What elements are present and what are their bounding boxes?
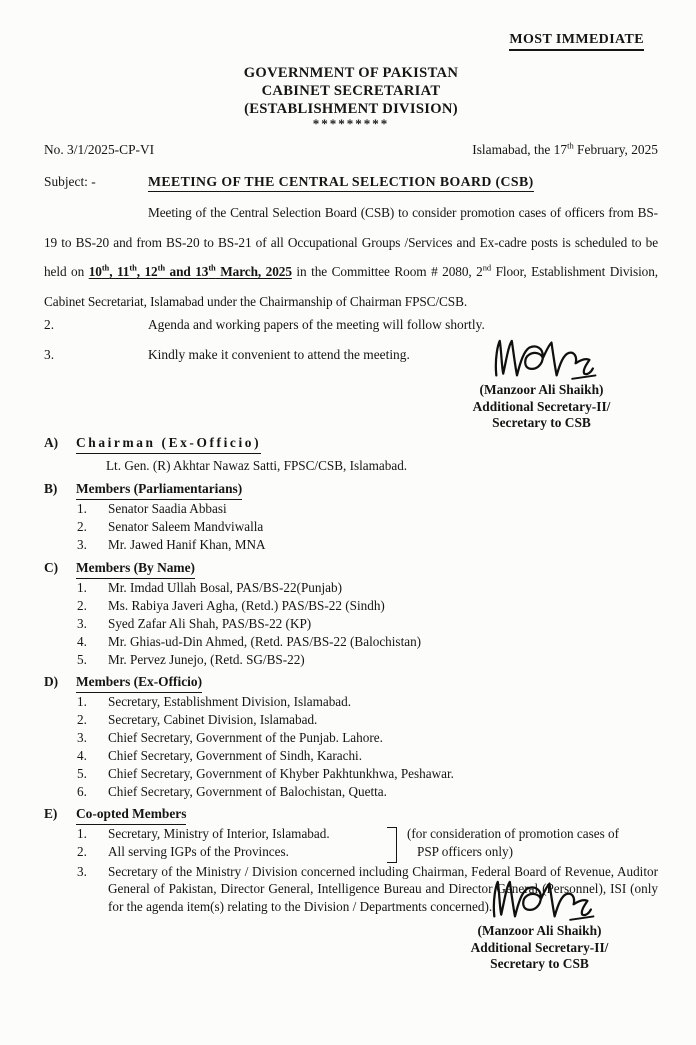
item-text: Mr. Jawed Hanif Khan, MNA — [108, 536, 266, 552]
list-item — [77, 615, 658, 633]
item-number: 2. — [77, 518, 87, 534]
list-item — [77, 765, 658, 783]
section-title: Co-opted Members — [76, 805, 186, 825]
list-item — [77, 633, 658, 651]
section-title: Chairman (Ex-Officio) — [76, 434, 261, 454]
letterhead-line-3: (ESTABLISHMENT DIVISION) — [244, 101, 458, 117]
section-letter: A) — [44, 434, 59, 450]
paragraph-segment: in the Committee Room # 2080, 2 — [291, 264, 483, 279]
item-text: Chief Secretary, Government of Sindh, Karachi. — [108, 747, 363, 763]
signatory-title-1: Additional Secretary-II/ — [472, 398, 611, 414]
list-item — [77, 843, 387, 861]
date-text: Islamabad, the 17 — [472, 142, 568, 157]
paragraph-text: Agenda and working papers of the meeting will follow shortly. — [148, 317, 485, 332]
urgency-stamp: MOST IMMEDIATE — [509, 32, 644, 51]
item-text: Secretary of the Ministry / Division concerned including Chairman, Federal Board of Revenue, Auditor General of Pakistan, Director General, Intelligence Bureau and Director General (Personnel), ISI (only for the agenda item(s) relating to the Division / Departments concerned). — [108, 863, 658, 914]
coopted-grouped-row — [77, 825, 658, 863]
chairman-name: Lt. Gen. (R) Akhtar Nawaz Satti, FPSC/CSB, Islamabad. — [106, 457, 408, 473]
letterhead-divider-stars: ********* — [312, 116, 390, 131]
item-number: 3. — [77, 615, 87, 631]
item-number: 1. — [77, 579, 87, 595]
letterhead-line-2: CABINET SECRETARIAT — [261, 83, 441, 99]
item-number: 4. — [77, 747, 87, 763]
list-item — [77, 518, 658, 536]
section-letter: D) — [44, 673, 59, 689]
body-paragraph-2 — [44, 316, 658, 334]
signature-scribble-icon — [483, 334, 601, 384]
floor-ordinal: nd — [482, 262, 492, 273]
list-item — [77, 729, 658, 747]
list-item — [77, 536, 658, 554]
item-text: Ms. Rabiya Javeri Agha, (Retd.) PAS/BS-22 (Sindh) — [108, 597, 385, 613]
section-letter: C) — [44, 559, 59, 575]
section-title: Members (By Name) — [76, 559, 195, 579]
item-number: 2. — [77, 597, 87, 613]
item-number: 2. — [77, 843, 87, 859]
item-number: 6. — [77, 783, 87, 799]
section-e-heading — [44, 805, 658, 825]
signatory-name: (Manzoor Ali Shaikh) — [479, 382, 604, 397]
meeting-dates — [89, 264, 292, 279]
date-ordinal: th — [101, 262, 110, 273]
paragraph-segment: Meeting of the Central Selection Board (CSB) to consider promotion cases of officers from BS-19 to BS-20 and from BS-20 to BS-21 of all Occupational Groups /Services and Ex-cadre posts is scheduled to be held on — [44, 205, 658, 279]
section-a-heading — [44, 434, 658, 454]
signatory-title-1: Additional Secretary-II/ — [470, 939, 609, 955]
paragraph-number: 3. — [44, 347, 55, 362]
date-part: and 13 — [164, 264, 209, 279]
item-number: 1. — [77, 825, 87, 841]
list-item — [77, 863, 658, 916]
date-part: , 11 — [109, 264, 130, 279]
item-text: All serving IGPs of the Provinces. — [108, 843, 289, 859]
item-text: Syed Zafar Ali Shah, PAS/BS-22 (KP) — [108, 615, 312, 631]
stamp-row — [44, 30, 658, 48]
date-line — [472, 142, 658, 160]
date-part: , 12 — [136, 264, 158, 279]
item-number: 1. — [77, 693, 87, 709]
subject-label: Subject: - — [44, 174, 96, 189]
paragraph-segment: Floor, Establishment Division, Cabinet Secretariat, Islamabad under the Chairmanship of Chairman FPSC/CSB. — [44, 264, 658, 309]
section-b-heading — [44, 480, 658, 500]
item-text: Secretary, Establishment Division, Islamabad. — [108, 693, 352, 709]
coopted-items — [77, 825, 387, 863]
list-item — [77, 783, 658, 801]
reference-number: No. 3/1/2025-CP-VI — [44, 142, 155, 157]
section-title: Members (Parliamentarians) — [76, 480, 242, 500]
letterhead-line-1: GOVERNMENT OF PAKISTAN — [243, 65, 459, 81]
grouping-bracket — [387, 827, 397, 863]
list-item — [77, 825, 387, 843]
date-ordinal: th — [129, 262, 137, 273]
section-letter: E) — [44, 805, 58, 821]
section-c-heading — [44, 559, 658, 579]
item-text: Mr. Pervez Junejo, (Retd. SG/BS-22) — [108, 651, 305, 667]
subject-row — [44, 174, 658, 194]
list-item — [77, 693, 658, 711]
date-text-suffix: February, 2025 — [573, 142, 658, 157]
list-item — [77, 579, 658, 597]
date-part: March, 2025 — [215, 264, 292, 279]
item-text: Chief Secretary, Government of Khyber Pakhtunkhwa, Peshawar. — [108, 765, 454, 781]
signatory-title-2: Secretary to CSB — [492, 415, 591, 430]
list-item — [77, 651, 658, 669]
item-number: 5. — [77, 651, 87, 667]
item-number: 3. — [77, 729, 87, 745]
letterhead — [44, 64, 658, 130]
section-letter: B) — [44, 480, 58, 496]
item-number: 3. — [77, 536, 87, 552]
section-title: Members (Ex-Officio) — [76, 673, 202, 693]
item-text: Chief Secretary, Government of Balochistan, Quetta. — [108, 783, 387, 799]
list-item — [77, 747, 658, 765]
item-text: Senator Saadia Abbasi — [108, 500, 227, 516]
body-paragraph-1 — [44, 198, 658, 316]
item-text: Mr. Imdad Ullah Bosal, PAS/BS-22(Punjab) — [108, 579, 342, 595]
item-text: Mr. Ghias-ud-Din Ahmed, (Retd. PAS/BS-22 (Balochistan) — [108, 633, 422, 649]
item-text: Senator Saleem Mandviwalla — [108, 518, 264, 534]
list-item — [77, 711, 658, 729]
item-number: 2. — [77, 711, 87, 727]
item-number: 3. — [77, 863, 87, 879]
date-ordinal: th — [157, 262, 165, 273]
item-text: Secretary, Cabinet Division, Islamabad. — [108, 711, 318, 727]
signatory-name: (Manzoor Ali Shaikh) — [477, 923, 602, 938]
section-d-heading — [44, 673, 658, 693]
paragraph-number: 2. — [44, 317, 55, 332]
date-ordinal: th — [567, 140, 574, 151]
signature-block-top — [429, 334, 654, 432]
item-number: 4. — [77, 633, 87, 649]
note-line: (for consideration of promotion cases of — [407, 825, 620, 841]
subject-title: MEETING OF THE CENTRAL SELECTION BOARD (CSB) — [148, 174, 534, 192]
paragraph-text: Kindly make it convenient to attend the meeting. — [148, 347, 410, 362]
note-line: PSP officers only) — [417, 843, 513, 859]
date-part: 10 — [88, 264, 102, 279]
date-ordinal: th — [208, 262, 216, 273]
item-number: 5. — [77, 765, 87, 781]
grouping-note — [407, 825, 619, 863]
item-number: 1. — [77, 500, 87, 516]
item-text: Secretary, Ministry of Interior, Islamabad. — [108, 825, 330, 841]
item-text: Chief Secretary, Government of the Punjab. Lahore. — [108, 729, 383, 745]
reference-row — [44, 142, 658, 160]
list-item — [77, 597, 658, 615]
list-item — [77, 500, 658, 518]
signatory-title-2: Secretary to CSB — [490, 956, 589, 971]
